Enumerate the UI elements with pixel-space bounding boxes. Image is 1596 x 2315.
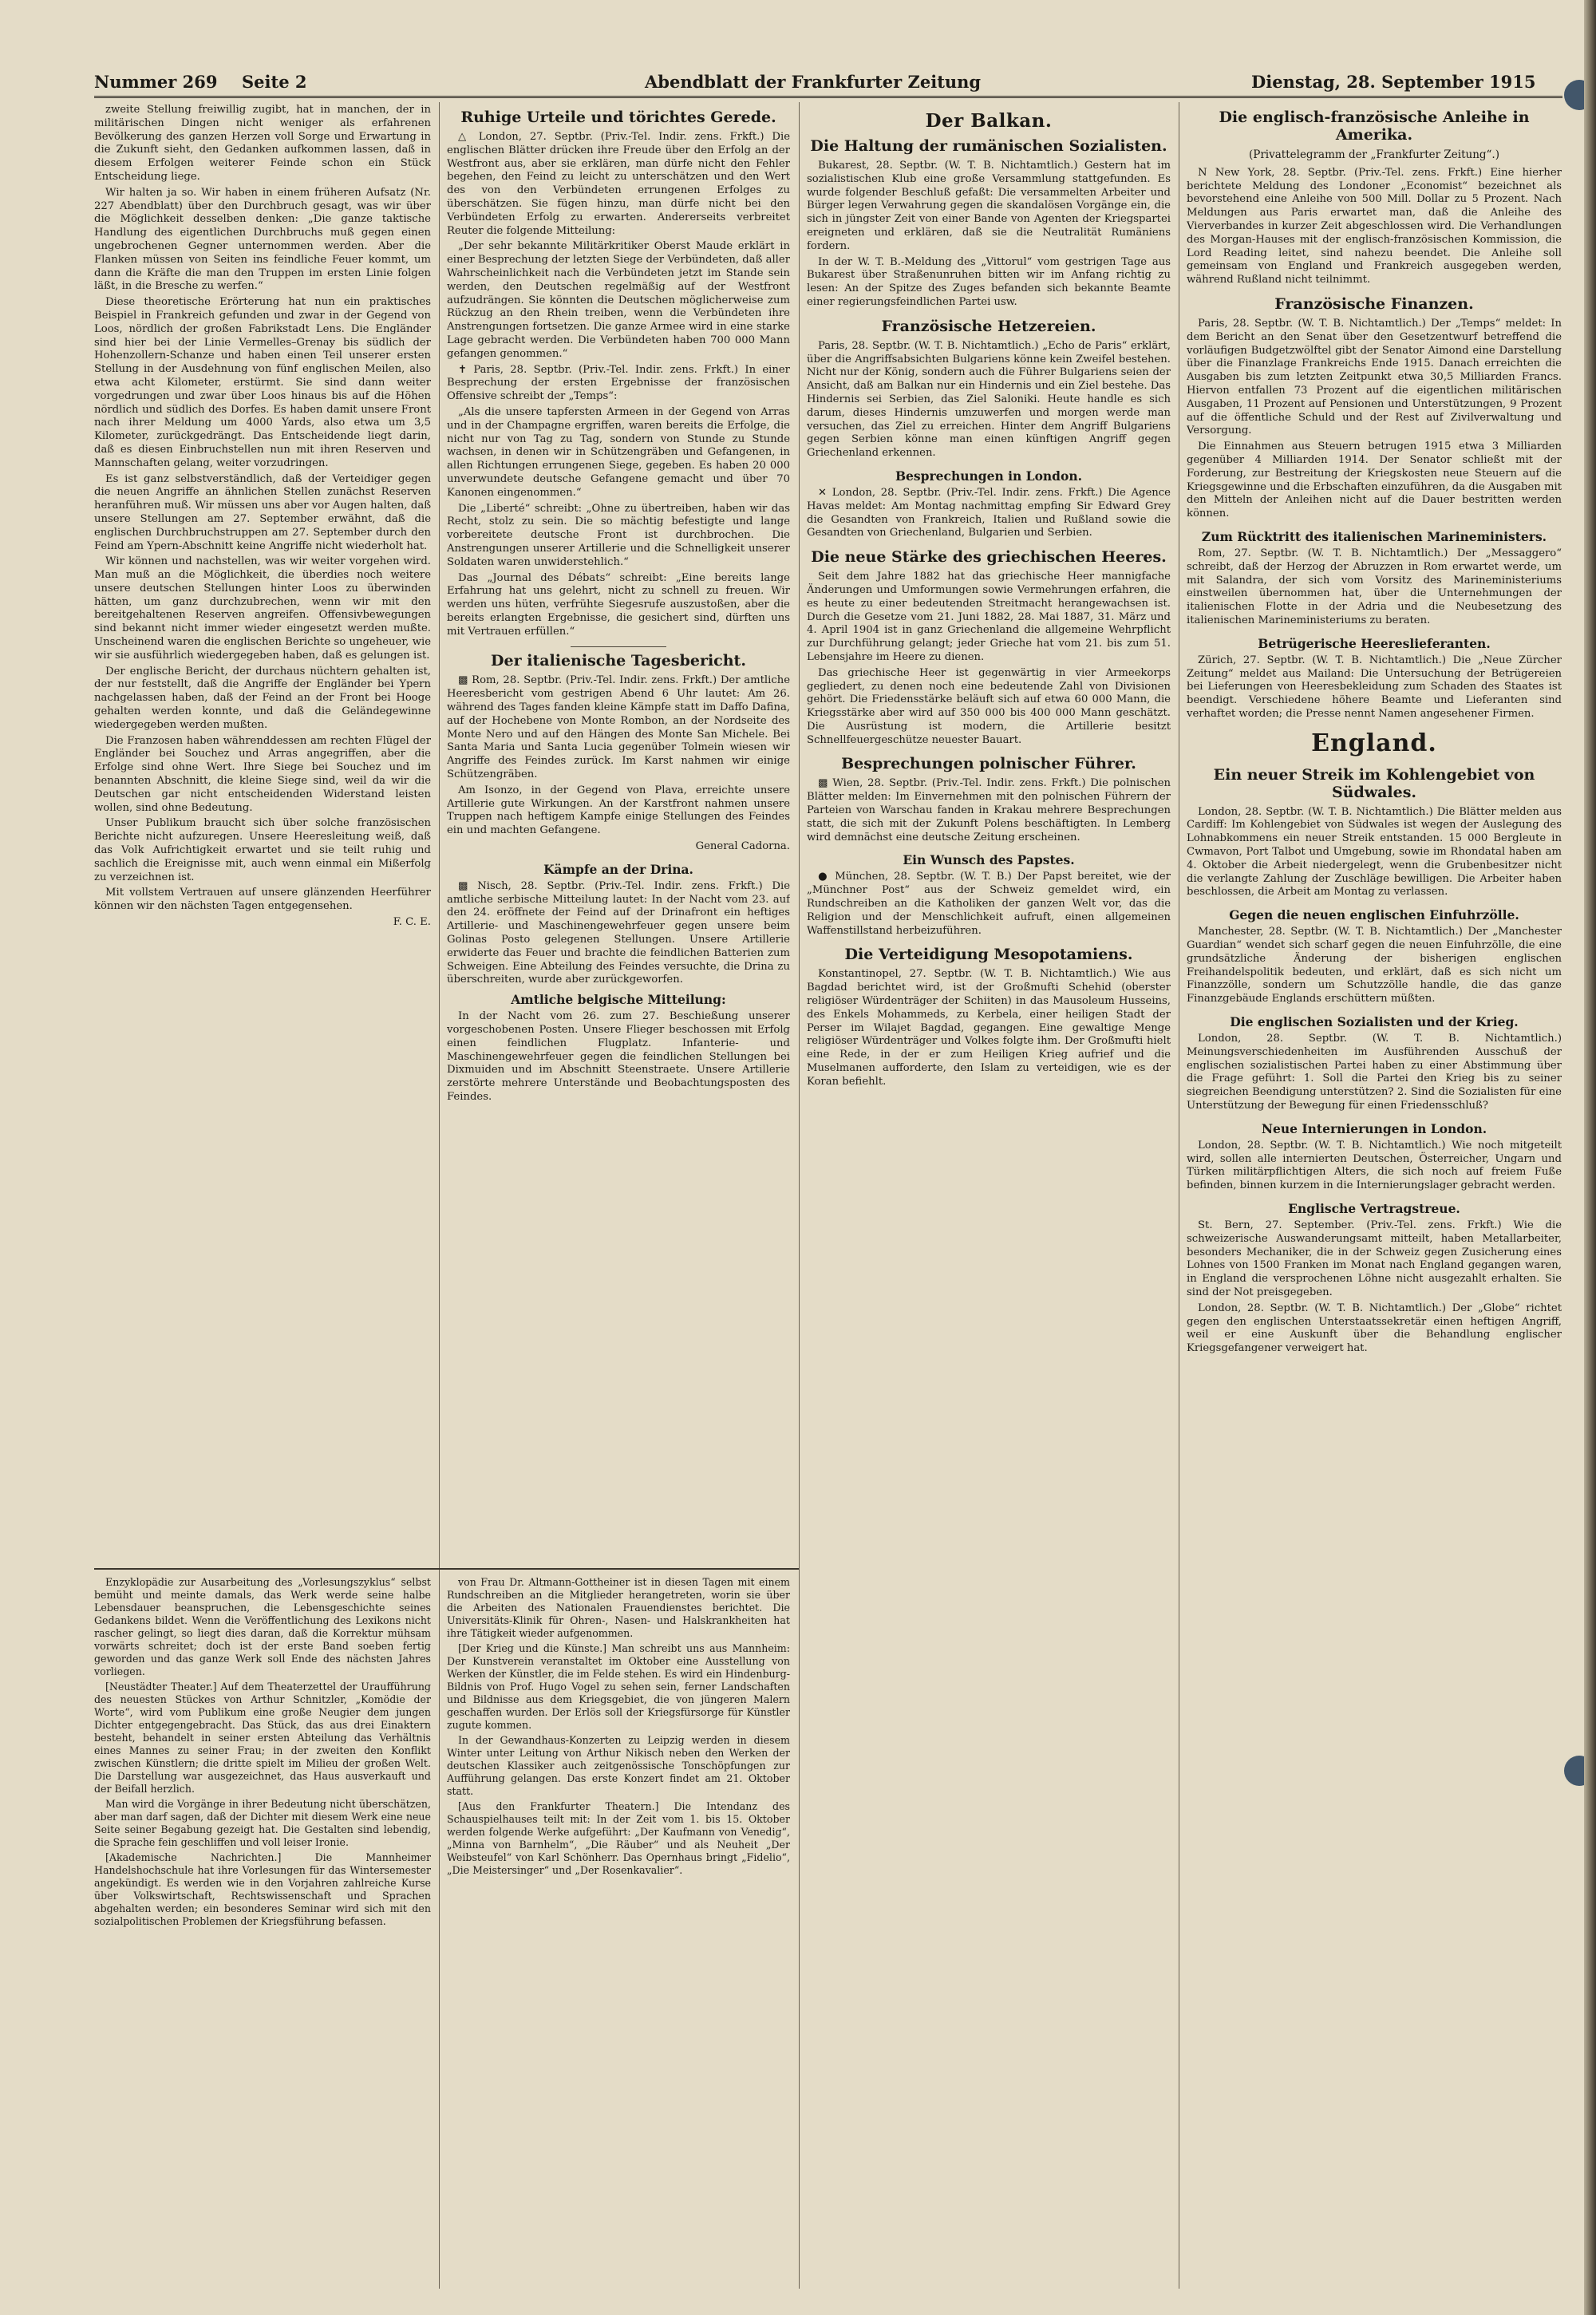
headline: Die Haltung der rumänischen Sozialisten. bbox=[810, 137, 1167, 155]
column-rule bbox=[439, 102, 440, 2289]
article-italian-report bbox=[447, 652, 790, 853]
headline: Die englisch-französische Anleihe in Amerika. bbox=[1219, 109, 1530, 144]
paragraph: Konstantinopel, 27. Septbr. (W. T. B. Nichtamtlich.) Wie aus Bagdad berichtet wird, ist der Großmufti Schehid (oberster religiöser Würdenträger der Schiiten) in das Mausoleum Husseins, des Enkels Mohammeds, zu Kerbela, einer heiligen Stadt der Perser im Wilajet Bagdad, gegangen. Eine gewaltige Menge religiöser Würdenträger und Volkes folgte ihm. Der Großmufti hielt eine Rede, in der er zum Heiligen Krieg aufrief und die Muselmanen aufforderte, den Islam zu verteidigen, wie es der Koran befiehlt. bbox=[807, 968, 1171, 1088]
paragraph: In der Nacht vom 26. zum 27. Beschießung unserer vorgeschobenen Posten. Unsere Flieger beschossen mit Erfolg einen feindlichen Flugplatz. Infanterie- und Maschinengewehrfeuer gegen die feindlichen Stellungen bei Dixmuiden und im Abschnitt Steenstraete. Unsere Artillerie zerstörte mehrere Unterstände und Beobachtungsposten des Feindes. bbox=[447, 1010, 790, 1103]
paragraph: Das „Journal des Débats“ schreibt: „Eine bereits lange Erfahrung hat uns gelehrt, nicht zu schnell zu freuen. Wir werden uns hüten, verfrühte Siegesrufe auszustoßen, aber die bereits erlangten Ergebnisse, die gesichert sind, dürften uns mit Vertrauen erfüllen.“ bbox=[447, 571, 790, 638]
paragraph: ✝ Paris, 28. Septbr. (Priv.-Tel. Indir. zens. Frkft.) In einer Besprechung der ersten Ergebnisse der französischen Offensive schreibt der „Temps“: bbox=[447, 363, 790, 403]
paragraph: „Als die unsere tapfersten Armeen in der Gegend von Arras und in der Champagne ergriffen, waren bereits die Erfolge, die nicht nur von Tag zu Tag, sondern von Stunde zu Stunde wachsen, in denen wir in Schützengräben und Gefangenen, in allen Richtungen errungenen Siege, gegeben. Es haben 20 000 unverwundete deutsche Gefangene gemacht und über 70 Kanonen eingenommen.“ bbox=[447, 405, 790, 499]
paragraph: Am Isonzo, in der Gegend von Plava, erreichte unsere Artillerie gute Wirkungen. An der Karstfront nahmen unsere Truppen nach heftigem Kampfe einige Stellungen des Feindes ein und machten Gefangene. bbox=[447, 784, 790, 837]
column-4 bbox=[1187, 104, 1562, 2290]
paragraph: Mit vollstem Vertrauen auf unsere glänzenden Heerführer können wir den nächsten Tagen entgegensehen. bbox=[94, 887, 431, 913]
headline: Besprechungen polnischer Führer. bbox=[841, 755, 1136, 773]
paragraph: Wir können und nachstellen, was wir weiter vorgehen wird. Man muß an die Möglichkeit, die überdies noch weitere unsere deutschen Stellungen hinter Loos zu überwinden hätten, um ganz durchzubrechen, wenn wir mit den bereitgehaltenen Reserven angreifen. Offensivbewegungen sind bekannt nicht immer wieder eingesetzt werden mußte. Unscheinend waren die englischen Berichte so ungeheuer, wie wir sie ausführlich wiedergegeben haben, daß es gelungen ist. bbox=[94, 555, 431, 662]
headline: Zum Rücktritt des italienischen Marineministers. bbox=[1201, 528, 1547, 544]
paragraph: St. Bern, 27. September. (Priv.-Tel. zens. Frkft.) Wie die schweizerische Auswanderungsamt mitteilt, haben Metallarbeiter, besonders Mechaniker, die in der Schweiz gegen Zusicherung eines Lohnes von 1500 Franken im Monat nach England gegangen waren, in England die versprochenen Löhne nicht ausgezahlt erhalten. Sie sind der Not preisgegeben. bbox=[1187, 1219, 1562, 1298]
headline: Ein Wunsch des Papstes. bbox=[903, 852, 1075, 868]
paragraph: Es ist ganz selbstverständlich, daß der Verteidiger gegen die neuen Angriffe an ähnlichen Stellen zunächst Reserven heranführen muß. Wir müssen uns aber vor Augen halten, daß unsere Stellungen am 27. September erwähnt, daß die englischen Durchbruchstruppen am 27. September durch den Feind am Ypern-Abschnitt keine Angriffe nicht wiederholt hat. bbox=[94, 472, 431, 552]
article bbox=[807, 946, 1171, 1088]
headline: Die Verteidigung Mesopotamiens. bbox=[844, 946, 1133, 964]
paragraph: Enzyklopädie zur Ausarbeitung des „Vorlesungszyklus“ selbst bemüht und meinte damals, das Werk werde seine halbe Lebensdauer beanspruchen, die Lebensgeschichte seines Gedankens bildet. Wenn die Veröffentlichung des Lexikons nicht rascher gelingt, so liegt dies daran, daß die Korrektur mühsam vorwärts schreitet; doch ist der erste Band soeben fertig geworden und das ganze Werk soll Ende des nächsten Jahres vorliegen. bbox=[94, 1576, 431, 1677]
subheadline: Amtliche belgische Mitteilung: bbox=[511, 992, 726, 1008]
paragraph: In der W. T. B.-Meldung des „Vittorul“ vom gestrigen Tage aus Bukarest über Straßenunruhen bitten wir im Anfang richtig zu lesen: An der Spitze des Zuges befanden sich bekannte Beamte einer regierungsfeindlichen Partei usw. bbox=[807, 255, 1171, 308]
paragraph: Unser Publikum braucht sich über solche französischen Berichte nicht aufzuregen. Unsere Heeresleitung weiß, daß das Volk Aufrichtigkeit erwartet und sie teilt ruhig und sachlich die Ereignisse mit, auch wenn einmal ein Mißerfolg zu verzeichnen ist. bbox=[94, 817, 431, 883]
column-rule bbox=[799, 102, 800, 2289]
headline: Ein neuer Streik im Kohlengebiet von Südwales. bbox=[1213, 765, 1535, 801]
column-2 bbox=[447, 104, 790, 1562]
page-number: Seite 2 bbox=[242, 72, 307, 92]
headline: Betrügerische Heereslieferanten. bbox=[1258, 635, 1491, 651]
paragraph: Manchester, 28. Septbr. (W. T. B. Nichtamtlich.) Der „Manchester Guardian“ wendet sich scharf gegen die neuen Einfuhrzölle, die eine grundsätzliche Änderung der bisherigen englischen Freihandelspolitik bedeuten, und erklärt, daß es sich nicht um Finanzzölle, sondern um Schutzzölle handle, die das ganze Finanzgebäude Englands erschüttern müßten. bbox=[1187, 926, 1562, 1005]
paragraph: [Akademische Nachrichten.] Die Mannheimer Handelshochschule hat ihre Vorlesungen für das Wintersemester angekündigt. Es werden wie in den Vorjahren zahlreiche Kurse über Volkswirtschaft, Rechtswissenschaft und Sprachen abgehalten werden; ein besonderes Seminar wird sich mit den sozialpolitischen Problemen der Kriegsführung befassen. bbox=[94, 1851, 431, 1927]
page-binding bbox=[1584, 0, 1596, 2315]
signature: F. C. E. bbox=[393, 916, 431, 929]
paragraph: zweite Stellung freiwillig zugibt, hat in manchen, der in militärischen Dingen nicht weniger als erfahrenen Bevölkerung des ganzen Herzen voll Sorge und Erwartung in die Zukunft sieht, den Gedanken aufkommen lassen, daß in diesem Erfolgen weiterer Feinde schon ein Stück Entscheidung liege. bbox=[94, 104, 431, 183]
divider bbox=[571, 646, 666, 647]
article bbox=[1187, 1014, 1562, 1113]
headline: Die neue Stärke des griechischen Heeres. bbox=[811, 548, 1167, 567]
paragraph: Diese theoretische Erörterung hat nun ein praktisches Beispiel in Frankreich gefunden und zwar in der Gegend von Loos, nördlich der großen Fabrikstadt Lens. Die Engländer sind hier bei der Linie Vermelles–Grenay bis südlich der Hohenzollern-Schanze und haben einen Teil unserer ersten Stellung in der Ausdehnung von fünf englischen Meilen, also etwa acht Kilometer, erstürmt. Sie sind dann weiter vorgedrungen und zwar über Loos hinaus bis auf die Höhen nördlich und südlich des Dorfes. Es haben damit unsere Front nach ihrer Meldung um 4000 Yards, also etwa um 3,5 Kilometer, zurückgedrängt. Das Entscheidende liegt darin, daß es diesen Einbruchstellen nun mit ihren Reserven und Mannschaften gelang, weiter vorzudringen. bbox=[94, 296, 431, 469]
paragraph: Zürich, 27. Septbr. (W. T. B. Nichtamtlich.) Die „Neue Zürcher Zeitung“ meldet aus Mailand: Die Untersuchung der Betrügereien bei Lieferungen von Heeresbekleidung zum Schaden des Staates ist beendigt. Verschiedene höhere Beamte und Lieferanten sind verhaftet worden; die Presse nennt Namen angesehener Firmen. bbox=[1187, 654, 1562, 720]
article-ruhige-urteile bbox=[447, 109, 790, 638]
column-3 bbox=[807, 104, 1171, 2290]
feuilleton-right bbox=[447, 1576, 790, 2290]
headline: Ruhige Urteile und törichtes Gerede. bbox=[460, 109, 776, 126]
paragraph: Die Franzosen haben währenddessen am rechten Flügel der Engländer bei Souchez und Arras angegriffen, aber die Erfolge sind ohne Wert. Ihre Siege bei Souchez und im benannten Abschnitt, die kleine Siege sind, weil da wir die Deutschen gar nicht entscheidenden Widerstand leisten wollen, sind ohne Bedeutung. bbox=[94, 734, 431, 814]
paragraph: London, 28. Septbr. (W. T. B. Nichtamtlich.) Meinungsverschiedenheiten im Ausführenden Ausschuß der englischen sozialistischen Partei haben zu einer Abstimmung über die Frage geführt: 1. Soll die Partei den Krieg bis zu seiner siegreichen Beendigung unterstützen? 2. Sind die Sozialisten für eine Unterstützung der Bewegung für einen Friedensschluß? bbox=[1187, 1033, 1562, 1112]
paragraph: „Der sehr bekannte Militärkritiker Oberst Maude erklärt in einer Besprechung der letzten Siege der Verbündeten, daß aller Wahrscheinlichkeit nach die Verbündeten jetzt im Stande sein werden, den Deutschen regelmäßig auf der Westfront aufzudrängen. Sie könnten die Deutschen möglicherweise zum Rückzug an den Rhein treiben, wenn die Verbündeten ihre Anstrengungen fortsetzen. Die ganze Armee wird in eine starke Lage gebracht werden. Die Verbündeten haben 700 000 Mann gefangen genommen.“ bbox=[447, 240, 790, 360]
article bbox=[1187, 109, 1562, 287]
article bbox=[807, 755, 1171, 844]
article bbox=[807, 548, 1171, 747]
paragraph: London, 28. Septbr. (W. T. B. Nichtamtlich.) Die Blätter melden aus Cardiff: Im Kohlengebiet von Südwales ist wegen der Auslegung des Lohnabkommens ein neuer Streik entstanden. 15 000 Bergleute in Cwmavon, Port Talbot und Umgebung, sowie im Rhondatal haben am 4. Oktober die Arbeit niedergelegt, wenn die Grubenbesitzer nicht die verlangte Zahlung der Zuschläge bewilligen. Die Arbeiter haben beschlossen, die Arbeit am Montag zu verlassen. bbox=[1187, 805, 1562, 899]
masthead bbox=[94, 69, 1562, 98]
feuilleton-rule bbox=[94, 1568, 799, 1570]
article-drina bbox=[447, 862, 790, 1104]
article bbox=[1187, 907, 1562, 1006]
paragraph: Der englische Bericht, der durchaus nüchtern gehalten ist, der nur feststellt, daß die Angriffe der Engländer bei Ypern nachgelassen haben, daß der Feind an der Front bei Hooge gehalten werden konnte, und daß die Geländegewinne wiedergegeben werden mußten. bbox=[94, 665, 431, 731]
headline: Der italienische Tagesbericht. bbox=[491, 652, 746, 670]
paragraph: London, 28. Septbr. (W. T. B. Nichtamtlich.) Wie noch mitgeteilt wird, sollen alle internierten Deutschen, Österreicher, Ungarn und Türken militärpflichtigen Alters, die sich noch auf freiem Fuße befinden, binnen kurzem in die Internierungslager gebracht werden. bbox=[1187, 1139, 1562, 1192]
paragraph: In der Gewandhaus-Konzerten zu Leipzig werden in diesem Winter unter Leitung von Arthur Nikisch neben den Werken der deutschen Klassiker auch zeitgenössische Tonschöpfungen zur Aufführung gelangen. Das erste Konzert findet am 21. Oktober statt. bbox=[447, 1734, 790, 1797]
paragraph: △ London, 27. Septbr. (Priv.-Tel. Indir. zens. Frkft.) Die englischen Blätter drücken ihre Freude über den Erfolg an der Westfront aus, aber sie erklären, man dürfe nicht den Fehler begehen, den Feind zu leicht zu unterschätzen und den Wert des von den Verbündeten errungenen Erfolges zu überschätzen. Sie fügen hinzu, man dürfe nicht bei den Verbündeten Erfolg zu erwarten. Andererseits verbreitet Reuter die folgende Mitteilung: bbox=[447, 131, 790, 237]
paragraph: [Der Krieg und die Künste.] Man schreibt uns aus Mannheim: Der Kunstverein veranstaltet im Oktober eine Ausstellung von Werken der Künstler, die im Felde stehen. Es wird ein Hindenburg-Bildnis von Prof. Hugo Vogel zu sehen sein, ferner Landschaften und Bildnisse aus dem Kriegsgebiet, die von jüngeren Malern geschaffen wurden. Der Erlös soll der Kriegsfürsorge für Künstler zugute kommen. bbox=[447, 1642, 790, 1731]
headline: Die englischen Sozialisten und der Krieg. bbox=[1230, 1014, 1519, 1030]
paragraph: Seit dem Jahre 1882 hat das griechische Heer mannigfache Änderungen und Umformungen sowie Vermehrungen erfahren, die es heute zu einer bedeutenden Streitmacht herangewachsen ist. Durch die Gesetze vom 21. Juni 1882, 28. Mai 1887, 31. März und 4. April 1904 ist in ganz Griechenland die allgemeine Wehrpflicht zur Durchführung gelangt; jeder Grieche hat vom 21. bis zum 51. Lebensjahre im Heere zu dienen. bbox=[807, 571, 1171, 663]
paragraph: Die Einnahmen aus Steuern betrugen 1915 etwa 3 Milliarden gegenüber 4 Milliarden 1914. Der Senator schließt mit der Forderung, zur Bestreitung der Kriegskosten neue Steuern auf die Kriegsgewinne und die Erbschaften einzuführen, da die Ausgaben mit den Mitteln der Anleihen nicht auf die Dauer bestritten werden können. bbox=[1187, 440, 1562, 520]
article bbox=[807, 852, 1171, 938]
paragraph: Wir halten ja so. Wir haben in einem früheren Aufsatz (Nr. 227 Abendblatt) über den Durchbruch gesagt, was wir über die Möglichkeit desselben denken: „Die ganze taktische Handlung des eigentlichen Durchbruchs muß gegen einen ungebrochenen Gegner unternommen werden. Aber die Flanken müssen von Seiten ins feindliche Feuer kommt, um dann die Kräfte die man den Truppen im ersten Linie folgen läßt, in die Bresche zu werfen.“ bbox=[94, 186, 431, 293]
article bbox=[807, 468, 1171, 540]
paragraph: von Frau Dr. Altmann-Gottheiner ist in diesen Tagen mit einem Rundschreiben an die Mitglieder herangetreten, worin sie über die Arbeiten des Nationalen Frauendienstes berichtet. Die Universitäts-Klinik für Ohren-, Nasen- und Halskrankheiten hat ihre Tätigkeit wieder aufgenommen. bbox=[447, 1576, 790, 1639]
headline: Französische Finanzen. bbox=[1274, 294, 1474, 313]
paragraph: ● München, 28. Septbr. (W. T. B.) Der Papst bereitet, wie der „Münchner Post“ aus der Schweiz gemeldet wird, ein Rundschreiben an die Katholiken der ganzen Welt vor, das die Religion und der Menschlichkeit aufruft, einen allgemeinen Waffenstillstand herbeizuführen. bbox=[807, 871, 1171, 937]
headline: Französische Hetzereien. bbox=[881, 317, 1096, 335]
paragraph: ▩ Wien, 28. Septbr. (Priv.-Tel. Indir. zens. Frkft.) Die polnischen Blätter melden: Im Einvernehmen mit den polnischen Führern der Parteien von Warschau fanden in Krakau mehrere Besprechungen statt, die sich mit der Zukunft Polens beschäftigten. In Lemberg wird demnächst eine deutsche Zeitung erscheinen. bbox=[807, 777, 1171, 843]
article-durchbruch bbox=[94, 104, 431, 930]
paragraph: Das griechische Heer ist gegenwärtig in vier Armeekorps gegliedert, zu denen noch eine bedeutende Zahl von Divisionen gehört. Die Friedensstärke beläuft sich auf etwa 60 000 Mann, die Kriegsstärke aber wird auf 350 000 bis 400 000 Mann geschätzt. Die Ausrüstung ist modern, die Artillerie besitzt Schnellfeuergeschütze neuester Bauart. bbox=[807, 666, 1171, 746]
library-stamp bbox=[1564, 1756, 1584, 1786]
paragraph: [Neustädter Theater.] Auf dem Theaterzettel der Uraufführung des neuesten Stückes von Arthur Schnitzler, „Komödie der Worte“, wird vom Publikum eine große Neugier dem jungen Dichter entgegengebracht. Das Stück, das aus drei Einaktern besteht, behandelt in seiner ersten Abteilung das Verhältnis eines Mannes zu seiner Frau; in der zweiten den Konflikt zwischen Künstlern; die dritte spielt im Milieu der großen Welt. Die Darstellung war ausgezeichnet, das Haus ausverkauft und der Beifall herzlich. bbox=[94, 1681, 431, 1795]
article bbox=[1187, 1121, 1562, 1193]
paragraph: ▩ Rom, 28. Septbr. (Priv.-Tel. Indir. zens. Frkft.) Der amtliche Heeresbericht vom gestrigen Abend 6 Uhr lautet: Am 26. während des Tages fanden kleine Kämpfe statt im Daffo Dafina, auf der Hochebene von Monte Rombon, an der Nordseite des Monte Nero und auf den Hängen des Monte San Michele. Bei Santa Maria und Santa Lucia gegenüber Tolmein wiesen wir Angriffe des Feindes zurück. Im Karst nahmen wir einige Schützengräben. bbox=[447, 674, 790, 781]
section-title: England. bbox=[1311, 729, 1437, 757]
signature: General Cadorna. bbox=[695, 840, 790, 853]
paragraph: Rom, 27. Septbr. (W. T. B. Nichtamtlich.) Der „Messaggero“ schreibt, daß der Herzog der Abruzzen in Rom erwartet werde, um mit Salandra, der sich vom Vorsitz des Marineministeriums einstweilen übernommen hat, über die Unternehmungen der italienischen Flotte in der Adria und die Neubesetzung des italienischen Marineministeriums zu beraten. bbox=[1187, 547, 1562, 626]
article bbox=[1187, 295, 1562, 521]
headline: Englische Vertragstreue. bbox=[1288, 1201, 1460, 1217]
paragraph: London, 28. Septbr. (W. T. B. Nichtamtlich.) Der „Globe“ richtet gegen den englischen Unterstaatssekretär einen heftigen Angriff, weil er eine Auskunft über die Behandlung englischer Kriegsgefangener verweigert hat. bbox=[1187, 1302, 1562, 1355]
feuilleton-left bbox=[94, 1576, 431, 2290]
paper-name: Abendblatt der Frankfurter Zeitung bbox=[645, 72, 982, 92]
issue-date: Dienstag, 28. September 1915 bbox=[1251, 72, 1536, 92]
article bbox=[1187, 636, 1562, 721]
article bbox=[807, 318, 1171, 460]
column-1 bbox=[94, 104, 431, 1562]
paragraph: N New York, 28. Septbr. (Priv.-Tel. zens. Frkft.) Eine hierher berichtete Meldung des Londoner „Economist“ bezeichnet als bevorstehend eine Anleihe von 500 Mill. Dollar zu 5 Prozent. Nach Meldungen aus Paris erwartet man, daß die Anleihe des Vierverbandes in kurzer Zeit abgeschlossen wird. Die Verhandlungen des Morgan-Hauses mit der englisch-französischen Kommission, die Lord Reading leitet, sind nahezu beendet. Die Anleihe soll gemeinsam von England und Frankreich ausgegeben werden, während Rußland nicht teilnimmt. bbox=[1187, 166, 1562, 286]
headline: Gegen die neuen englischen Einfuhrzölle. bbox=[1229, 907, 1519, 923]
paragraph: ▩ Nisch, 28. Septbr. (Priv.-Tel. Indir. zens. Frkft.) Die amtliche serbische Mitteilung lautet: In der Nacht vom 23. auf den 24. eröffnete der Feind auf der Drinafront ein heftiges Artillerie- und Maschinengewehrfeuer gegen unsere beim Golinas Posto gelegenen Stellungen. Unsere Artillerie erwiderte das Feuer und brachte die feindlichen Batterien zum Schweigen. Eine Abteilung des Feindes versuchte, die Drina zu überschreiten, wurde aber zurückgeworfen. bbox=[447, 879, 790, 986]
library-stamp bbox=[1564, 80, 1584, 110]
headline: Neue Internierungen in London. bbox=[1261, 1120, 1487, 1136]
article bbox=[807, 137, 1171, 310]
paragraph: Die „Liberté“ schreibt: „Ohne zu übertreiben, haben wir das Recht, stolz zu sein. Die so mächtig befestigte und lange vorbereitete deutsche Front ist durchbrochen. Die Anstrengungen unserer Artillerie und die Schnelligkeit unserer Soldaten waren unwiderstehlich.“ bbox=[447, 502, 790, 568]
article bbox=[1187, 1201, 1562, 1356]
paragraph: Man wird die Vorgänge in ihrer Bedeutung nicht überschätzen, aber man darf sagen, daß der Dichter mit diesem Werk eine neue Seite seiner Begabung gezeigt hat. Die Gestalten sind lebendig, die Sprache fein geschliffen und voll leiser Ironie. bbox=[94, 1798, 431, 1848]
headline: Besprechungen in London. bbox=[895, 468, 1083, 484]
headline: Kämpfe an der Drina. bbox=[543, 861, 693, 877]
issue-number: Nummer 269 bbox=[94, 72, 218, 92]
paragraph: Paris, 28. Septbr. (W. T. B. Nichtamtlich.) Der „Temps“ meldet: In dem Bericht an den Senat über den Gesetzentwurf betreffend die vorläufigen Budgetzwölftel gibt der Senator Aimond eine Darstellung über die Finanzlage Frankreichs Ende 1915. Danach erreichten die Ausgaben bis zum letzten Zeitpunkt etwa 30,5 Milliarden Francs. Hiervon entfallen 73 Prozent auf die eigentlichen militärischen Ausgaben, 11 Prozent auf Pensionen und Unterstützungen, 9 Prozent auf die öffentliche Schuld und der Rest auf Zivilverwaltung und Versorgung. bbox=[1187, 317, 1562, 437]
section-title: Der Balkan. bbox=[925, 110, 1053, 132]
paragraph: [Aus den Frankfurter Theatern.] Die Intendanz des Schauspielhauses teilt mit: In der Zeit vom 1. bis 15. Oktober werden folgende Werke aufgeführt: „Der Kaufmann von Venedig“, „Minna von Barnhelm“, „Die Räuber“ und als Neuheit „Der Weibsteufel“ von Karl Schönherr. Das Opernhaus bringt „Fidelio“, „Die Meistersinger“ und „Der Rosenkavalier“. bbox=[447, 1800, 790, 1876]
article bbox=[1187, 766, 1562, 900]
paragraph: Paris, 28. Septbr. (W. T. B. Nichtamtlich.) „Echo de Paris“ erklärt, über die Angriffsabsichten Bulgariens könne kein Zweifel bestehen. Nicht nur der König, sondern auch die Führer Bulgariens seien der Ansicht, daß am Balkan nur ein Hindernis und ein Ziel bestehe. Das Hindernis sei Serbien, das Ziel Saloniki. Heute handle es sich darum, dieses Hindernis umzuwerfen und morgen werde man versuchen, das Ziel zu erreichen. Hinter dem Angriff Bulgariens gegen Serbien könne man einen künftigen Angriff gegen Griechenland erkennen. bbox=[807, 339, 1171, 460]
article bbox=[1187, 529, 1562, 628]
paragraph: Bukarest, 28. Septbr. (W. T. B. Nichtamtlich.) Gestern hat im sozialistischen Klub eine große Versammlung stattgefunden. Es wurde folgender Beschluß gefaßt: Die versammelten Arbeiter und Bürger legen Verwahrung gegen die skandalösen Vorgänge ein, die sich in jüngster Zeit von einer Bande von Agenten der Kriegspartei ereigneten und erklären, daß sie die Neutralität Rumäniens fordern. bbox=[807, 160, 1171, 252]
byline: (Privattelegramm der „Frankfurter Zeitung“.) bbox=[1248, 148, 1499, 161]
paragraph: ✕ London, 28. Septbr. (Priv.-Tel. Indir. zens. Frkft.) Die Agence Havas meldet: Am Montag nachmittag empfing Sir Edward Grey die Gesandten von Frankreich, Italien und Rußland sowie die Gesandten von Griechenland, Bulgarien und Serbien. bbox=[807, 486, 1171, 539]
